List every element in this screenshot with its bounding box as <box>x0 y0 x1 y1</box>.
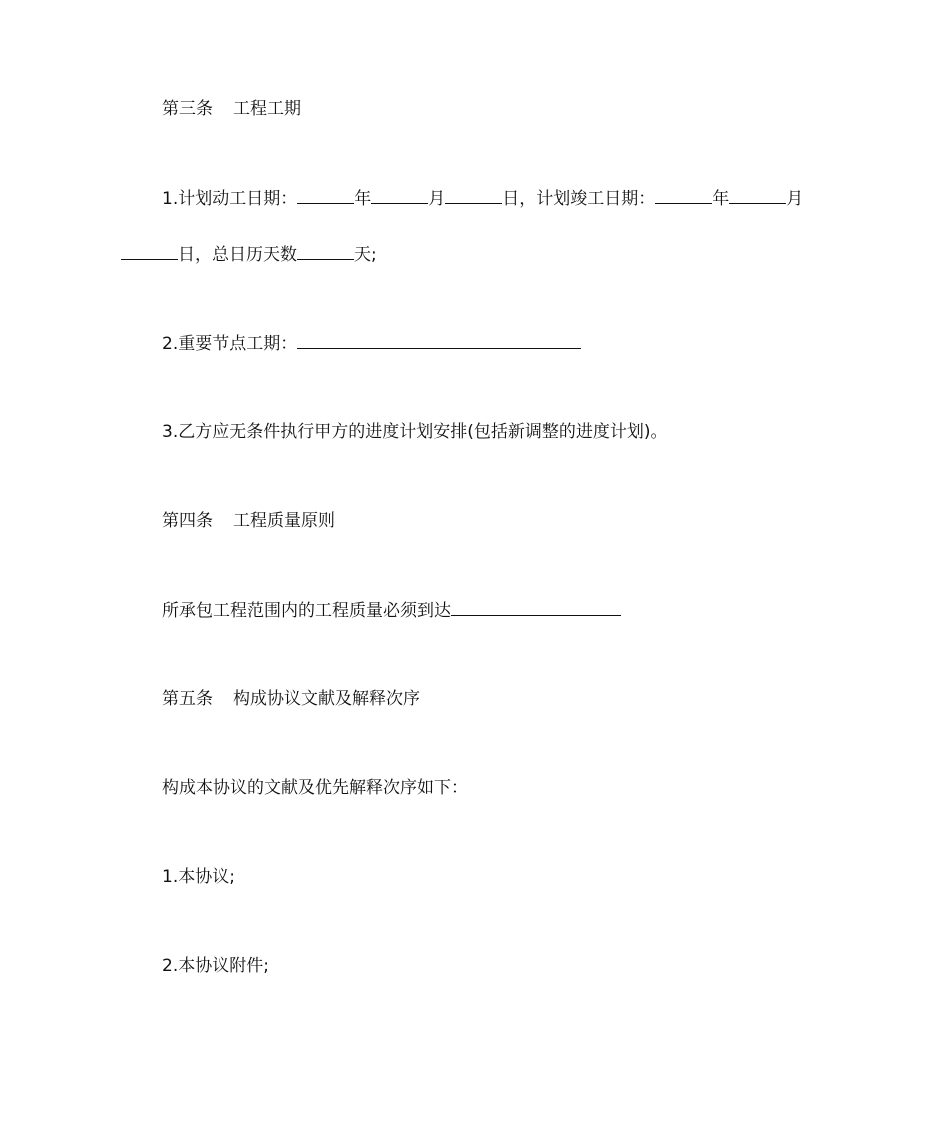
total-days-blank <box>297 242 354 260</box>
article-3-heading <box>162 97 301 121</box>
milestone-label: 2.重要节点工期： <box>162 334 298 354</box>
month-label: 月 <box>428 189 446 209</box>
total-days-label: 日，总日历天数 <box>178 245 297 265</box>
article-4-title: 工程质量原则 <box>233 511 335 531</box>
article-3-number: 第三条 <box>162 99 213 119</box>
quality-text: 所承包工程范围内的工程质量必须到达 <box>162 601 451 621</box>
document-item-2 <box>162 954 269 978</box>
milestone-line <box>162 331 581 356</box>
start-year-blank <box>297 186 354 204</box>
milestone-blank <box>297 331 581 349</box>
article-4-number: 第四条 <box>162 511 213 531</box>
schedule-line-1 <box>162 186 803 211</box>
end-year-blank <box>655 186 712 204</box>
article-4-heading <box>162 509 335 533</box>
documents-intro-text: 构成本协议的文献及优先解释次序如下： <box>162 778 468 798</box>
year-label: 年 <box>712 189 730 209</box>
end-date-label: 日，计划竣工日期： <box>502 189 656 209</box>
quality-line <box>162 598 621 623</box>
start-date-label: 1.计划动工日期： <box>162 189 298 209</box>
article-3-title: 工程工期 <box>233 99 301 119</box>
article-5-title: 构成协议文献及解释次序 <box>233 689 420 709</box>
quality-blank <box>451 598 621 616</box>
schedule-obligation <box>162 420 667 444</box>
start-month-blank <box>371 186 428 204</box>
year-label: 年 <box>354 189 372 209</box>
article-5-heading <box>162 687 420 711</box>
document-item-1-text: 1.本协议; <box>162 867 235 887</box>
document-item-2-text: 2.本协议附件; <box>162 956 269 976</box>
month-label: 月 <box>786 189 804 209</box>
article-5-number: 第五条 <box>162 689 213 709</box>
end-day-blank <box>121 242 178 260</box>
day-unit: 天; <box>354 245 377 265</box>
schedule-obligation-text: 3.乙方应无条件执行甲方的进度计划安排(包括新调整的进度计划)。 <box>162 422 668 442</box>
document-item-1 <box>162 865 235 889</box>
documents-intro <box>162 776 468 800</box>
schedule-line-2 <box>121 242 377 267</box>
end-month-blank <box>729 186 786 204</box>
start-day-blank <box>445 186 502 204</box>
